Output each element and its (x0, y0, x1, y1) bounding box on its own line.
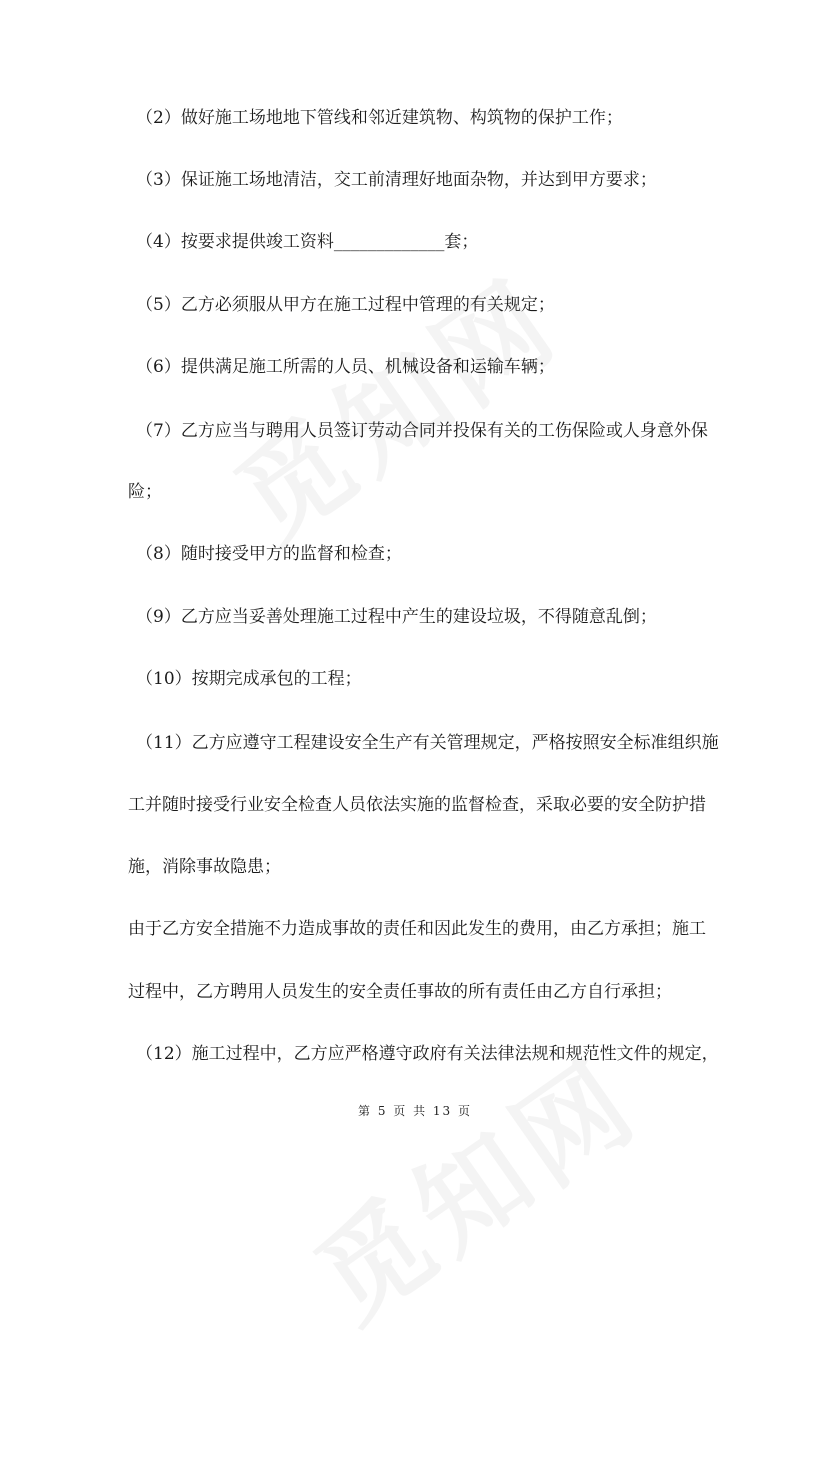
text-line: （11）乙方应遵守工程建设安全生产有关管理规定，严格按照安全标准组织施 (136, 733, 719, 753)
text-line: 工并随时接受行业安全检查人员依法实施的监督检查，采取必要的安全防护措 (128, 795, 706, 815)
text-line: （3）保证施工场地清洁，交工前清理好地面杂物，并达到甲方要求； (136, 170, 657, 190)
page-number-footer: 第 5 页 共 13 页 (358, 1104, 472, 1118)
text-line: （7）乙方应当与聘用人员签订劳动合同并投保有关的工伤保险或人身意外保 (136, 421, 708, 441)
text-line: 过程中，乙方聘用人员发生的安全责任事故的所有责任由乙方自行承担； (128, 982, 672, 1002)
text-line: （9）乙方应当妥善处理施工过程中产生的建设垃圾，不得随意乱倒； (136, 607, 657, 627)
text-line: （2）做好施工场地地下管线和邻近建筑物、构筑物的保护工作； (136, 108, 623, 128)
text-line: 施，消除事故隐患； (128, 857, 281, 877)
text-line: （4）按要求提供竣工资料_____________套； (136, 232, 479, 252)
text-line: （10）按期完成承包的工程； (136, 669, 362, 689)
text-line: （6）提供满足施工所需的人员、机械设备和运输车辆； (136, 357, 555, 377)
text-line: （8）随时接受甲方的监督和检查； (136, 544, 402, 564)
text-line: （12）施工过程中，乙方应严格遵守政府有关法律法规和规范性文件的规定， (136, 1044, 719, 1064)
text-line: 由于乙方安全措施不力造成事故的责任和因此发生的费用，由乙方承担；施工 (128, 919, 706, 939)
text-line: 险； (128, 482, 162, 502)
text-line: （5）乙方必须服从甲方在施工过程中管理的有关规定； (136, 295, 555, 315)
